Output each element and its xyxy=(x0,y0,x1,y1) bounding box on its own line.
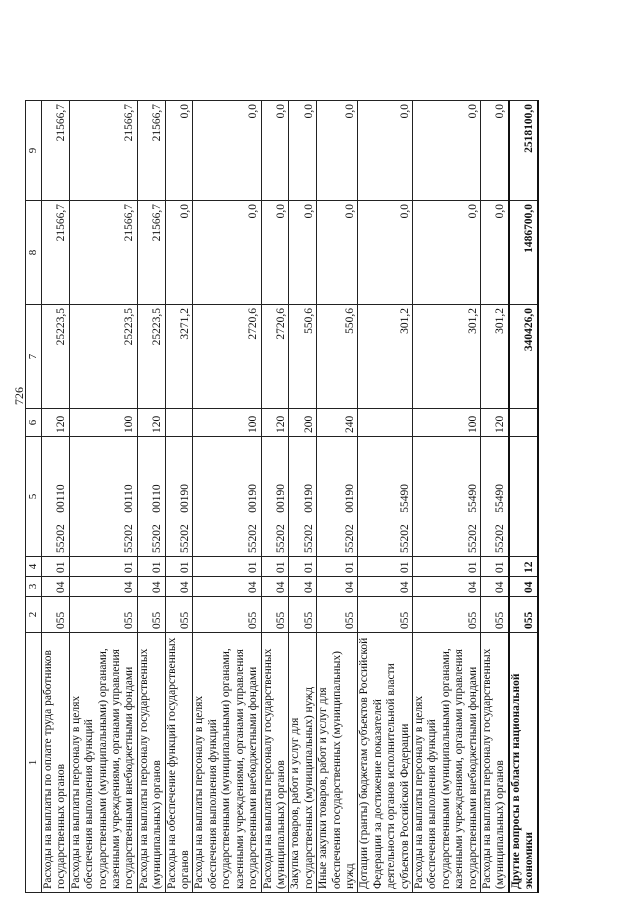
cell-subsection: 01 xyxy=(481,557,509,577)
target-article-part: 55202 xyxy=(123,524,136,553)
cell-expense-type: 120 xyxy=(261,409,289,437)
cell-code: 055 xyxy=(165,597,193,633)
cell-target-article xyxy=(481,437,509,557)
cell-amount: 25223,5 xyxy=(69,305,137,409)
cell-amount: 21566,7 xyxy=(69,101,137,201)
cell-expense-type: 100 xyxy=(412,409,480,437)
row-name: Расходы на выплаты персоналу в целях обеспечения выполнения функций государственными (муниципальными) органами, казенными учреждениями, органами управления государственными внебюджетными фондами xyxy=(69,633,137,893)
cell-amount: 25223,5 xyxy=(42,305,70,409)
cell-section: 04 xyxy=(193,577,261,597)
column-header: 1 xyxy=(26,633,42,893)
total-name: Другие вопросы в области национальной экономики xyxy=(509,633,538,893)
table-row xyxy=(137,101,165,893)
table-row xyxy=(412,101,480,893)
cell-subsection: 12 xyxy=(509,557,538,577)
page-number: 726 xyxy=(12,387,26,405)
cell-amount: 301,2 xyxy=(358,305,413,409)
cell-code: 055 xyxy=(358,597,413,633)
target-article-part: 55202 xyxy=(466,524,479,553)
column-header: 4 xyxy=(26,557,42,577)
cell-amount: 550,6 xyxy=(289,305,317,409)
cell-target-article xyxy=(289,437,317,557)
cell-subsection: 01 xyxy=(412,557,480,577)
target-article-part: 00190 xyxy=(179,484,192,513)
cell-expense-type: 100 xyxy=(193,409,261,437)
row-name: Расходы на выплаты персоналу государственных (муниципальных) органов xyxy=(137,633,165,893)
target-article-part: 55202 xyxy=(398,524,411,553)
cell-target-article xyxy=(412,437,480,557)
table-row xyxy=(289,101,317,893)
cell-code: 055 xyxy=(481,597,509,633)
row-name: Расходы на выплаты персоналу государственных (муниципальных) органов xyxy=(481,633,509,893)
cell-subsection: 01 xyxy=(137,557,165,577)
cell-amount: 2518100,0 xyxy=(509,101,538,201)
row-name: Дотации (гранты) бюджетам субъектов Российской Федерации за достижение показателей деятельности органов исполнительной власти субъектов Российской Федерации xyxy=(358,633,413,893)
column-header: 3 xyxy=(26,577,42,597)
table-header-row xyxy=(26,101,42,893)
target-article-part: 55490 xyxy=(494,484,507,513)
cell-section: 04 xyxy=(317,577,358,597)
target-article-part: 55202 xyxy=(343,524,356,553)
cell-amount: 0,0 xyxy=(289,101,317,201)
cell-target-article xyxy=(193,437,261,557)
column-header: 2 xyxy=(26,597,42,633)
cell-amount: 0,0 xyxy=(165,101,193,201)
cell-amount: 0,0 xyxy=(358,201,413,305)
column-header: 9 xyxy=(26,101,42,201)
target-article-part: 00190 xyxy=(302,484,315,513)
row-name: Расходы на обеспечение функций государственных органов xyxy=(165,633,193,893)
cell-subsection: 01 xyxy=(193,557,261,577)
cell-subsection: 01 xyxy=(289,557,317,577)
row-name: Иные закупки товаров, работ и услуг для обеспечения государственных (муниципальных) нужд xyxy=(317,633,358,893)
cell-amount: 0,0 xyxy=(261,201,289,305)
target-article-part: 00190 xyxy=(274,484,287,513)
row-name: Расходы на выплаты персоналу в целях обеспечения выполнения функций государственными (муниципальными) органами, казенными учреждениями, органами управления государственными внебюджетными фондами xyxy=(193,633,261,893)
cell-target-article xyxy=(317,437,358,557)
cell-amount: 0,0 xyxy=(289,201,317,305)
cell-amount: 0,0 xyxy=(481,201,509,305)
cell-code: 055 xyxy=(289,597,317,633)
cell-section: 04 xyxy=(69,577,137,597)
target-article-part: 00190 xyxy=(247,484,260,513)
cell-subsection: 01 xyxy=(42,557,70,577)
cell-amount: 3271,2 xyxy=(165,305,193,409)
cell-code: 055 xyxy=(193,597,261,633)
cell-amount: 21566,7 xyxy=(42,201,70,305)
cell-amount: 0,0 xyxy=(358,101,413,201)
cell-target-article xyxy=(165,437,193,557)
cell-amount: 340426,0 xyxy=(509,305,538,409)
cell-amount: 21566,7 xyxy=(137,201,165,305)
cell-amount: 0,0 xyxy=(481,101,509,201)
cell-target-article xyxy=(358,437,413,557)
table-row xyxy=(42,101,70,893)
cell-section: 04 xyxy=(261,577,289,597)
cell-code: 055 xyxy=(42,597,70,633)
target-article-part: 55202 xyxy=(247,524,260,553)
cell-amount: 0,0 xyxy=(317,101,358,201)
budget-table xyxy=(25,100,539,893)
cell-target-article xyxy=(261,437,289,557)
cell-expense-type: 120 xyxy=(137,409,165,437)
cell-code: 055 xyxy=(509,597,538,633)
cell-subsection: 01 xyxy=(261,557,289,577)
cell-amount: 0,0 xyxy=(317,201,358,305)
target-article-part: 55490 xyxy=(466,484,479,513)
row-name: Закупка товаров, работ и услуг для государственных (муниципальных) нужд xyxy=(289,633,317,893)
target-article-part: 55202 xyxy=(179,524,192,553)
column-header: 7 xyxy=(26,305,42,409)
cell-section: 04 xyxy=(165,577,193,597)
table-row xyxy=(165,101,193,893)
cell-amount: 0,0 xyxy=(261,101,289,201)
cell-amount: 25223,5 xyxy=(137,305,165,409)
target-article-part: 55202 xyxy=(494,524,507,553)
cell-amount: 21566,7 xyxy=(137,101,165,201)
cell-amount: 0,0 xyxy=(165,201,193,305)
target-article-part: 00110 xyxy=(123,484,136,513)
cell-amount: 0,0 xyxy=(412,101,480,201)
cell-amount: 0,0 xyxy=(193,201,261,305)
cell-subsection: 01 xyxy=(69,557,137,577)
row-name: Расходы на выплаты персоналу в целях обеспечения выполнения функций государственными (муниципальными) органами, казенными учреждениями, органами управления государственными внебюджетными фондами xyxy=(412,633,480,893)
cell-expense-type xyxy=(509,409,538,437)
cell-code: 055 xyxy=(69,597,137,633)
target-article-part: 55202 xyxy=(274,524,287,553)
cell-subsection: 01 xyxy=(317,557,358,577)
cell-expense-type: 100 xyxy=(69,409,137,437)
cell-amount: 2720,6 xyxy=(261,305,289,409)
cell-expense-type xyxy=(165,409,193,437)
cell-target-article xyxy=(137,437,165,557)
cell-amount: 0,0 xyxy=(412,201,480,305)
cell-section: 04 xyxy=(412,577,480,597)
cell-expense-type: 200 xyxy=(289,409,317,437)
cell-expense-type: 120 xyxy=(42,409,70,437)
cell-expense-type: 120 xyxy=(481,409,509,437)
table-row xyxy=(193,101,261,893)
column-header: 5 xyxy=(26,437,42,557)
cell-code: 055 xyxy=(261,597,289,633)
cell-section: 04 xyxy=(481,577,509,597)
cell-expense-type: 240 xyxy=(317,409,358,437)
cell-code: 055 xyxy=(137,597,165,633)
cell-amount: 301,2 xyxy=(412,305,480,409)
cell-amount: 21566,7 xyxy=(69,201,137,305)
cell-section: 04 xyxy=(358,577,413,597)
cell-section: 04 xyxy=(42,577,70,597)
column-header: 6 xyxy=(26,409,42,437)
target-article-part: 00110 xyxy=(55,484,68,513)
table-row xyxy=(69,101,137,893)
table-row xyxy=(358,101,413,893)
cell-amount: 2720,6 xyxy=(193,305,261,409)
cell-section: 04 xyxy=(509,577,538,597)
total-row xyxy=(509,101,538,893)
row-name: Расходы на выплаты по оплате труда работников государственных органов xyxy=(42,633,70,893)
target-article-part: 00190 xyxy=(343,484,356,513)
table-row xyxy=(261,101,289,893)
row-name: Расходы на выплаты персоналу государственных (муниципальных) органов xyxy=(261,633,289,893)
cell-target-article xyxy=(509,437,538,557)
cell-amount: 301,2 xyxy=(481,305,509,409)
cell-amount: 1486700,0 xyxy=(509,201,538,305)
table-row xyxy=(317,101,358,893)
table-row xyxy=(481,101,509,893)
target-article-part: 55202 xyxy=(55,524,68,553)
cell-amount: 0,0 xyxy=(193,101,261,201)
cell-target-article xyxy=(42,437,70,557)
column-header: 8 xyxy=(26,201,42,305)
target-article-part: 00110 xyxy=(151,484,164,513)
cell-target-article xyxy=(69,437,137,557)
target-article-part: 55202 xyxy=(151,524,164,553)
cell-code: 055 xyxy=(412,597,480,633)
cell-amount: 21566,7 xyxy=(42,101,70,201)
cell-expense-type xyxy=(358,409,413,437)
cell-code: 055 xyxy=(317,597,358,633)
cell-section: 04 xyxy=(137,577,165,597)
target-article-part: 55490 xyxy=(398,484,411,513)
cell-subsection: 01 xyxy=(358,557,413,577)
cell-amount: 550,6 xyxy=(317,305,358,409)
cell-subsection: 01 xyxy=(165,557,193,577)
target-article-part: 55202 xyxy=(302,524,315,553)
cell-section: 04 xyxy=(289,577,317,597)
